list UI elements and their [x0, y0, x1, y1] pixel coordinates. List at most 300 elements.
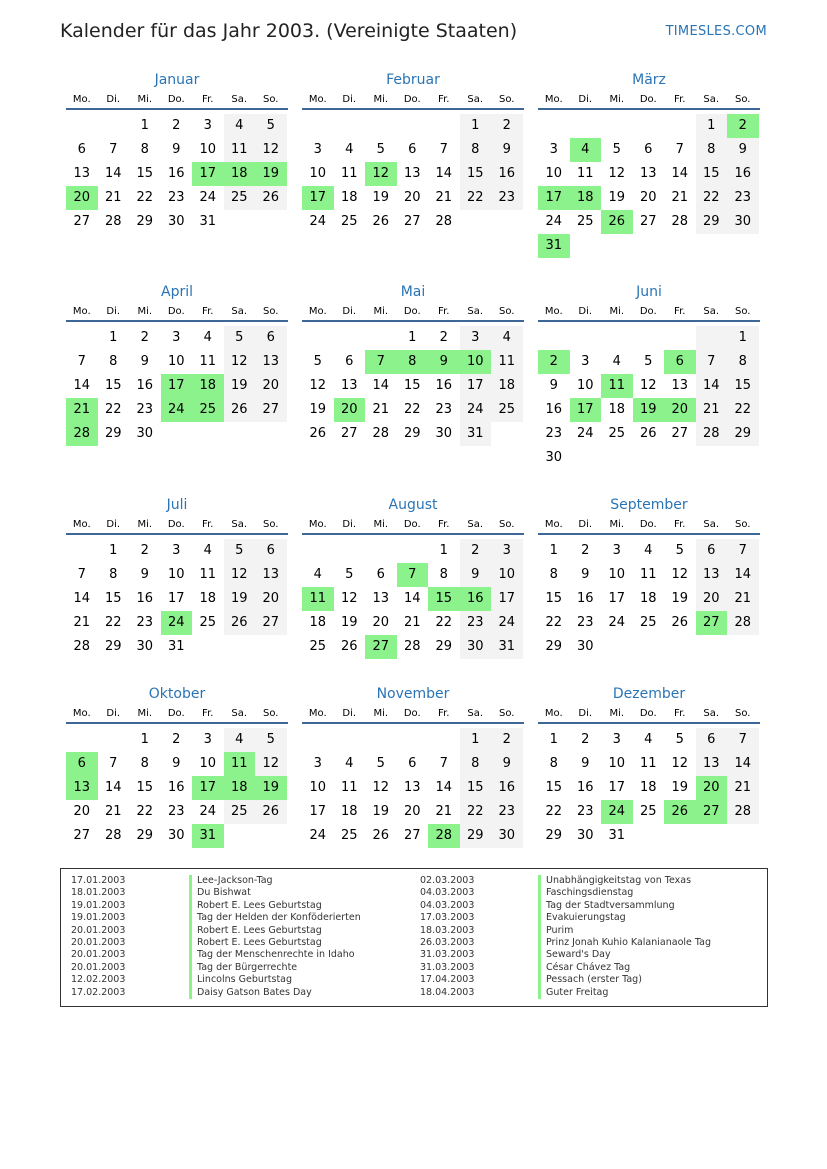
- day-cell: 12: [671, 567, 689, 582]
- day-cell: 20: [696, 587, 728, 611]
- day-cell: 27: [403, 828, 421, 843]
- weekday-label: Mi.: [373, 305, 389, 317]
- day-cell: 8: [140, 142, 149, 157]
- holiday-day-cell: 21: [66, 398, 98, 422]
- day-cell: 23: [545, 426, 563, 441]
- day-cell: 4: [644, 732, 653, 747]
- weekday-header: [66, 302, 288, 322]
- day-cell: 22: [727, 398, 759, 422]
- day-cell: 20: [403, 190, 421, 205]
- holiday-date: 31.03.2003: [420, 961, 475, 973]
- day-cell: 23: [435, 402, 453, 417]
- day-cell: 22: [460, 800, 492, 824]
- day-cell: 19: [340, 615, 358, 630]
- holiday-row: [420, 949, 711, 961]
- day-cell: 21: [727, 587, 759, 611]
- month-name: Juli: [166, 497, 188, 513]
- day-cell: 24: [199, 804, 217, 819]
- day-cell: 9: [581, 567, 590, 582]
- empty-cell: [570, 114, 602, 138]
- day-cell: 5: [224, 326, 256, 350]
- day-cell: 19: [372, 190, 390, 205]
- day-cell: 12: [671, 756, 689, 771]
- day-cell: 23: [136, 402, 154, 417]
- day-cell: 24: [576, 426, 594, 441]
- weekday-label: Fr.: [674, 518, 686, 530]
- day-cell: 26: [224, 398, 256, 422]
- day-cell: 4: [345, 756, 354, 771]
- holiday-row: [71, 925, 361, 937]
- day-cell: 13: [372, 591, 390, 606]
- holiday-column-right: [420, 875, 711, 999]
- day-cell: 10: [576, 378, 594, 393]
- holiday-name: Du Bishwat: [197, 887, 251, 899]
- holiday-marker: [538, 887, 541, 899]
- holiday-row: [71, 949, 361, 961]
- empty-cell: [428, 114, 460, 138]
- day-cell: 29: [727, 422, 759, 446]
- weekday-label: Fr.: [674, 707, 686, 719]
- weekday-label: Di.: [106, 93, 121, 105]
- day-cell: 17: [608, 591, 626, 606]
- day-cell: 8: [549, 756, 558, 771]
- day-cell: 31: [199, 214, 217, 229]
- month-name: Februar: [386, 72, 440, 88]
- day-cell: 6: [644, 142, 653, 157]
- weekday-label: Mi.: [137, 518, 153, 530]
- day-cell: 15: [545, 780, 563, 795]
- day-cell: 6: [255, 539, 287, 563]
- day-cell: 1: [460, 114, 492, 138]
- weekday-label: Sa.: [231, 518, 248, 530]
- weekday-label: Di.: [578, 93, 593, 105]
- holiday-day-cell: 17: [192, 162, 224, 186]
- weekday-label: Mo.: [308, 518, 327, 530]
- day-cell: 4: [224, 728, 256, 752]
- weekday-label: So.: [499, 305, 515, 317]
- day-cell: 27: [340, 426, 358, 441]
- day-cell: 11: [340, 780, 358, 795]
- holiday-name: Tag der Bürgerrechte: [197, 961, 298, 973]
- empty-cell: [365, 114, 397, 138]
- day-cell: 6: [408, 142, 417, 157]
- weekday-label: Di.: [342, 518, 357, 530]
- holiday-day-cell: 17: [570, 398, 602, 422]
- day-cell: 8: [109, 354, 118, 369]
- day-cells: [66, 539, 287, 659]
- holiday-name: Lee-Jackson-Tag: [197, 875, 273, 886]
- weekday-label: Do.: [403, 518, 421, 530]
- holiday-name: Faschingsdienstag: [546, 887, 634, 899]
- weekday-label: Mi.: [373, 707, 389, 719]
- day-cell: 21: [104, 804, 122, 819]
- day-cell: 7: [439, 142, 448, 157]
- day-cell: 9: [172, 756, 181, 771]
- weekday-label: So.: [499, 707, 515, 719]
- month-august: [302, 495, 524, 659]
- weekday-label: Mo.: [544, 518, 563, 530]
- weekday-label: Mo.: [308, 707, 327, 719]
- weekday-label: Mi.: [609, 518, 625, 530]
- weekday-label: Fr.: [438, 305, 450, 317]
- day-cell: 24: [460, 398, 492, 422]
- day-cell: 3: [581, 354, 590, 369]
- holiday-day-cell: 20: [66, 186, 98, 210]
- month-april: [66, 282, 288, 446]
- holiday-name: Purim: [546, 924, 574, 936]
- weekday-label: So.: [263, 518, 279, 530]
- day-cell: 22: [136, 190, 154, 205]
- empty-cell: [66, 114, 98, 138]
- weekday-label: Do.: [639, 707, 657, 719]
- day-cell: 5: [255, 114, 287, 138]
- holiday-row: [71, 900, 361, 912]
- weekday-label: Di.: [106, 518, 121, 530]
- holiday-day-cell: 28: [428, 824, 460, 848]
- weekday-label: So.: [499, 518, 515, 530]
- day-cell: 4: [203, 330, 212, 345]
- day-cell: 10: [167, 567, 185, 582]
- day-cell: 19: [224, 374, 256, 398]
- day-cell: 15: [696, 162, 728, 186]
- day-cell: 9: [581, 756, 590, 771]
- day-cell: 22: [136, 804, 154, 819]
- day-cell: 26: [372, 214, 390, 229]
- day-cell: 18: [340, 804, 358, 819]
- day-cell: 29: [435, 639, 453, 654]
- day-cells: [538, 114, 759, 258]
- weekday-label: Do.: [403, 305, 421, 317]
- day-cell: 4: [224, 114, 256, 138]
- month-juli: [66, 495, 288, 659]
- empty-cell: [334, 114, 366, 138]
- day-cell: 30: [136, 639, 154, 654]
- day-cell: 3: [491, 539, 523, 563]
- day-cell: 4: [644, 543, 653, 558]
- weekday-label: Do.: [403, 93, 421, 105]
- empty-cell: [66, 326, 98, 350]
- empty-cell: [601, 326, 633, 350]
- weekday-label: Di.: [342, 707, 357, 719]
- day-cell: 26: [255, 186, 287, 210]
- day-cell: 8: [727, 350, 759, 374]
- day-cell: 16: [727, 162, 759, 186]
- day-cell: 6: [77, 142, 86, 157]
- day-cell: 5: [376, 756, 385, 771]
- weekday-label: Sa.: [231, 305, 248, 317]
- weekday-label: Do.: [639, 518, 657, 530]
- day-cell: 5: [224, 539, 256, 563]
- weekday-label: So.: [735, 93, 751, 105]
- day-cell: 16: [136, 378, 154, 393]
- weekday-label: Mi.: [609, 305, 625, 317]
- day-cell: 1: [460, 728, 492, 752]
- weekday-label: Do.: [639, 305, 657, 317]
- day-cell: 26: [340, 639, 358, 654]
- weekday-label: Fr.: [202, 93, 214, 105]
- day-cell: 4: [203, 543, 212, 558]
- day-cell: 26: [671, 615, 689, 630]
- month-oktober: [66, 684, 288, 848]
- day-cell: 14: [403, 591, 421, 606]
- empty-cell: [633, 326, 665, 350]
- day-cell: 28: [435, 214, 453, 229]
- weekday-label: Mi.: [609, 93, 625, 105]
- day-cell: 25: [491, 398, 523, 422]
- day-cell: 10: [608, 567, 626, 582]
- month-mai: [302, 282, 524, 446]
- holiday-day-cell: 25: [192, 398, 224, 422]
- holiday-date: 04.03.2003: [420, 887, 475, 899]
- month-märz: [538, 70, 760, 258]
- day-cell: 10: [608, 756, 626, 771]
- day-cell: 10: [309, 166, 327, 181]
- day-cell: 14: [73, 378, 91, 393]
- day-cell: 12: [224, 563, 256, 587]
- holiday-day-cell: 4: [570, 138, 602, 162]
- holiday-marker: [538, 912, 541, 924]
- day-cells: [66, 326, 287, 446]
- weekday-label: Sa.: [467, 93, 484, 105]
- holiday-day-cell: 9: [428, 350, 460, 374]
- day-cell: 27: [671, 426, 689, 441]
- day-cell: 13: [255, 350, 287, 374]
- holiday-day-cell: 17: [192, 776, 224, 800]
- day-cell: 2: [140, 543, 149, 558]
- day-cell: 7: [727, 539, 759, 563]
- day-cell: 9: [460, 563, 492, 587]
- day-cell: 6: [408, 756, 417, 771]
- weekday-label: So.: [735, 518, 751, 530]
- day-cell: 15: [545, 591, 563, 606]
- empty-cell: [696, 326, 728, 350]
- weekday-label: Mo.: [308, 305, 327, 317]
- day-cell: 2: [581, 543, 590, 558]
- day-cell: 22: [403, 402, 421, 417]
- day-cell: 29: [460, 824, 492, 848]
- holiday-name: Lincolns Geburtstag: [197, 974, 293, 986]
- holiday-marker: [538, 875, 541, 887]
- holiday-date: 26.03.2003: [420, 936, 475, 948]
- empty-cell: [302, 728, 334, 752]
- day-cell: 8: [460, 138, 492, 162]
- day-cell: 5: [675, 543, 684, 558]
- day-cell: 24: [309, 828, 327, 843]
- day-cell: 15: [403, 378, 421, 393]
- holiday-list: [60, 868, 768, 1007]
- day-cell: 24: [491, 611, 523, 635]
- day-cell: 11: [199, 567, 217, 582]
- day-cell: 16: [491, 776, 523, 800]
- day-cell: 9: [549, 378, 558, 393]
- day-cell: 1: [109, 543, 118, 558]
- holiday-row: [71, 912, 361, 924]
- month-name: März: [632, 72, 666, 88]
- day-cell: 20: [255, 374, 287, 398]
- holiday-date: 17.01.2003: [71, 875, 126, 886]
- day-cell: 2: [491, 114, 523, 138]
- holiday-name: Prinz Jonah Kuhio Kalanianaole Tag: [546, 936, 711, 948]
- empty-cell: [98, 114, 130, 138]
- empty-cell: [397, 728, 429, 752]
- day-cell: 10: [167, 354, 185, 369]
- day-cells: [302, 728, 523, 848]
- weekday-label: Mi.: [137, 93, 153, 105]
- day-cell: 2: [491, 728, 523, 752]
- day-cell: 14: [372, 378, 390, 393]
- weekday-label: Fr.: [202, 305, 214, 317]
- day-cell: 28: [727, 611, 759, 635]
- holiday-row: [420, 987, 711, 999]
- holiday-column-left: [71, 875, 361, 999]
- day-cell: 8: [109, 567, 118, 582]
- day-cell: 12: [608, 166, 626, 181]
- day-cell: 23: [491, 186, 523, 210]
- day-cell: 15: [104, 591, 122, 606]
- day-cell: 6: [376, 567, 385, 582]
- day-cell: 15: [104, 378, 122, 393]
- day-cell: 3: [172, 330, 181, 345]
- holiday-day-cell: 28: [66, 422, 98, 446]
- day-cell: 3: [460, 326, 492, 350]
- day-cell: 1: [408, 330, 417, 345]
- weekday-label: Mi.: [373, 518, 389, 530]
- day-cell: 13: [340, 378, 358, 393]
- day-cell: 25: [224, 186, 256, 210]
- day-cell: 14: [104, 166, 122, 181]
- weekday-label: Mo.: [72, 305, 91, 317]
- day-cell: 1: [549, 543, 558, 558]
- holiday-name: Guter Freitag: [546, 986, 609, 998]
- holiday-marker: [538, 937, 541, 949]
- holiday-day-cell: 7: [365, 350, 397, 374]
- month-dezember: [538, 684, 760, 848]
- day-cell: 23: [167, 190, 185, 205]
- day-cell: 20: [403, 804, 421, 819]
- weekday-label: Fr.: [438, 93, 450, 105]
- weekday-label: Fr.: [202, 518, 214, 530]
- weekday-label: Di.: [342, 93, 357, 105]
- day-cell: 5: [255, 728, 287, 752]
- day-cell: 3: [612, 543, 621, 558]
- day-cell: 25: [309, 639, 327, 654]
- holiday-marker: [189, 949, 192, 961]
- day-cells: [302, 114, 523, 234]
- month-name: April: [161, 284, 193, 300]
- day-cell: 16: [545, 402, 563, 417]
- day-cells: [302, 539, 523, 659]
- day-cell: 28: [73, 639, 91, 654]
- brand-logo-link[interactable]: TIMESLES.COM: [665, 24, 767, 39]
- day-cell: 6: [696, 539, 728, 563]
- empty-cell: [538, 114, 570, 138]
- day-cell: 21: [435, 190, 453, 205]
- day-cell: 23: [136, 615, 154, 630]
- holiday-date: 18.03.2003: [420, 924, 475, 936]
- weekday-label: Mi.: [137, 305, 153, 317]
- holiday-name: César Chávez Tag: [546, 961, 631, 973]
- weekday-label: Fr.: [438, 707, 450, 719]
- holiday-day-cell: 27: [696, 611, 728, 635]
- day-cell: 14: [671, 166, 689, 181]
- day-cell: 30: [435, 426, 453, 441]
- day-cell: 7: [109, 142, 118, 157]
- holiday-day-cell: 13: [66, 776, 98, 800]
- empty-cell: [428, 728, 460, 752]
- empty-cell: [302, 114, 334, 138]
- weekday-label: Do.: [639, 93, 657, 105]
- holiday-row: [420, 937, 711, 949]
- day-cell: 6: [696, 728, 728, 752]
- holiday-day-cell: 19: [255, 776, 287, 800]
- day-cell: 10: [309, 780, 327, 795]
- weekday-label: Di.: [578, 305, 593, 317]
- weekday-label: Do.: [167, 305, 185, 317]
- weekday-label: Sa.: [703, 305, 720, 317]
- day-cell: 2: [172, 118, 181, 133]
- weekday-header: [302, 704, 524, 724]
- day-cell: 18: [340, 190, 358, 205]
- day-cell: 7: [696, 350, 728, 374]
- holiday-row: [420, 925, 711, 937]
- day-cell: 13: [696, 563, 728, 587]
- weekday-label: Sa.: [467, 707, 484, 719]
- empty-cell: [302, 326, 334, 350]
- holiday-day-cell: 26: [601, 210, 633, 234]
- holiday-marker: [189, 987, 192, 999]
- day-cell: 14: [727, 563, 759, 587]
- day-cell: 25: [639, 804, 657, 819]
- holiday-name: Tag der Menschenrechte in Idaho: [197, 949, 355, 961]
- month-name: Mai: [400, 284, 426, 300]
- weekday-label: Sa.: [703, 518, 720, 530]
- holiday-day-cell: 17: [538, 186, 570, 210]
- holiday-row: [71, 962, 361, 974]
- day-cells: [66, 114, 287, 234]
- day-cell: 20: [639, 190, 657, 205]
- day-cell: 26: [255, 800, 287, 824]
- day-cell: 27: [255, 611, 287, 635]
- day-cell: 1: [727, 326, 759, 350]
- weekday-label: Do.: [167, 93, 185, 105]
- holiday-day-cell: 24: [601, 800, 633, 824]
- weekday-label: Di.: [578, 518, 593, 530]
- holiday-name: Robert E. Lees Geburtstag: [197, 924, 322, 936]
- holiday-day-cell: 24: [161, 398, 193, 422]
- month-juni: [538, 282, 760, 470]
- holiday-day-cell: 11: [601, 374, 633, 398]
- holiday-row: [420, 912, 711, 924]
- day-cell: 21: [372, 402, 390, 417]
- holiday-row: [420, 900, 711, 912]
- day-cell: 25: [199, 615, 217, 630]
- day-cell: 15: [460, 162, 492, 186]
- holiday-day-cell: 18: [224, 162, 256, 186]
- day-cell: 22: [545, 615, 563, 630]
- day-cell: 30: [545, 450, 563, 465]
- day-cell: 19: [309, 402, 327, 417]
- day-cell: 12: [340, 591, 358, 606]
- day-cell: 17: [608, 780, 626, 795]
- day-cell: 9: [140, 567, 149, 582]
- holiday-name: Evakuierungstag: [546, 912, 626, 924]
- day-cell: 22: [104, 615, 122, 630]
- holiday-marker: [538, 900, 541, 912]
- day-cell: 11: [199, 354, 217, 369]
- day-cell: 13: [671, 378, 689, 393]
- day-cell: 3: [549, 142, 558, 157]
- holiday-marker: [189, 887, 192, 899]
